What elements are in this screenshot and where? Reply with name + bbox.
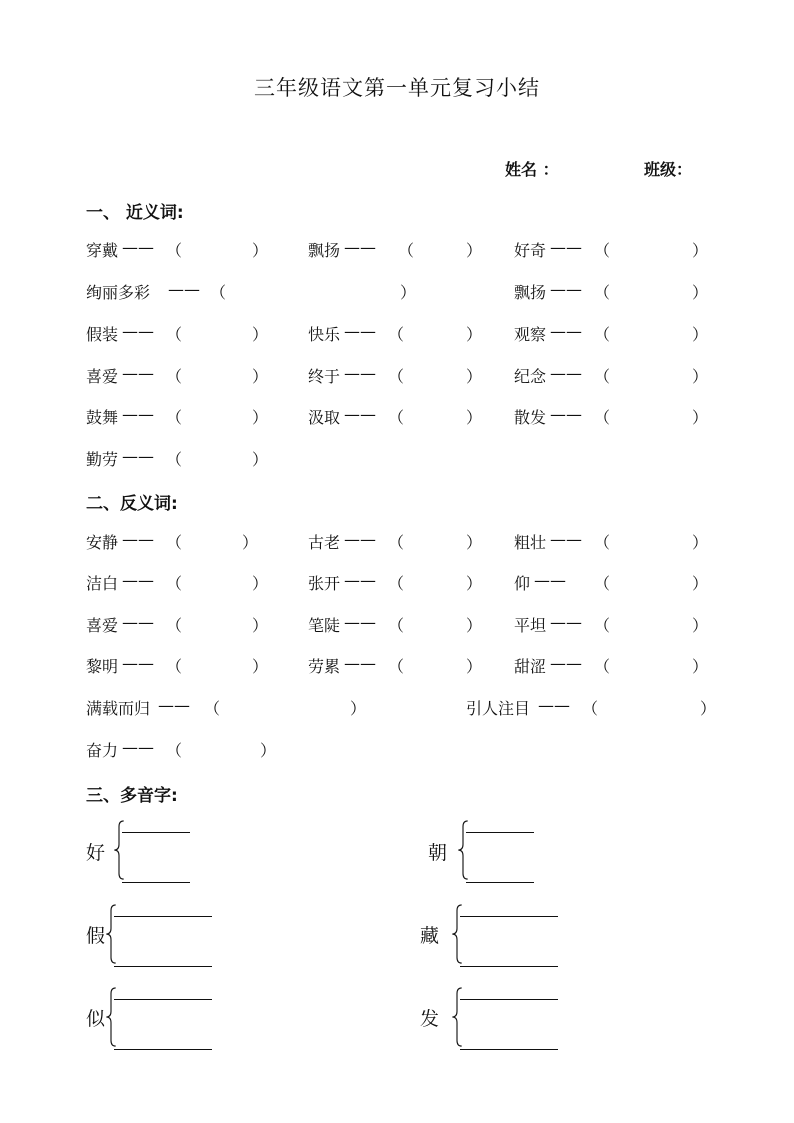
- synonym-open-paren: （: [594, 283, 611, 302]
- synonym-dash: ——: [550, 322, 582, 341]
- curly-brace-icon: [450, 987, 464, 1047]
- polyphone-char: 藏: [420, 925, 440, 947]
- synonym-word: 飘扬: [308, 241, 341, 260]
- pinyin-blank[interactable]: [114, 1049, 212, 1050]
- synonym-dash: ——: [122, 405, 154, 424]
- pinyin-blank[interactable]: [122, 882, 190, 883]
- synonym-close-paren: ）: [252, 450, 269, 469]
- antonym-close-paren: ）: [252, 657, 269, 676]
- antonym-close-paren: ）: [692, 574, 709, 593]
- antonym-word: 引人注目: [466, 699, 531, 718]
- pinyin-blank[interactable]: [460, 966, 558, 967]
- antonym-open-paren: （: [388, 533, 405, 552]
- antonym-dash: ——: [344, 530, 376, 549]
- antonym-dash: ——: [122, 738, 154, 757]
- synonym-dash: ——: [344, 322, 376, 341]
- antonym-open-paren: （: [166, 574, 183, 593]
- synonym-close-paren: ）: [466, 241, 483, 260]
- synonym-dash: ——: [550, 280, 582, 299]
- antonym-close-paren: ）: [252, 616, 269, 635]
- antonym-close-paren: ）: [350, 699, 367, 718]
- pinyin-blank[interactable]: [466, 882, 534, 883]
- antonym-dash: ——: [534, 571, 566, 590]
- synonym-close-paren: ）: [252, 325, 269, 344]
- antonym-open-paren: （: [582, 699, 599, 718]
- synonym-dash: ——: [550, 364, 582, 383]
- synonym-open-paren: （: [166, 325, 183, 344]
- synonym-word: 绚丽多彩: [86, 283, 151, 302]
- antonym-close-paren: ）: [692, 657, 709, 676]
- antonym-open-paren: （: [594, 574, 611, 593]
- synonym-dash: ——: [344, 405, 376, 424]
- synonym-close-paren: ）: [692, 325, 709, 344]
- synonym-dash: ——: [550, 238, 582, 257]
- antonym-dash: ——: [344, 613, 376, 632]
- synonym-dash: ——: [122, 364, 154, 383]
- synonym-close-paren: ）: [692, 241, 709, 260]
- synonym-open-paren: （: [166, 450, 183, 469]
- curly-brace-icon: [112, 820, 126, 880]
- synonym-open-paren: （: [166, 408, 183, 427]
- antonym-close-paren: ）: [692, 616, 709, 635]
- antonym-open-paren: （: [166, 741, 183, 760]
- synonym-word: 喜爱: [86, 367, 119, 386]
- synonym-dash: ——: [122, 238, 154, 257]
- synonym-word: 快乐: [308, 325, 341, 344]
- curly-brace-icon: [104, 987, 118, 1047]
- synonym-open-paren: （: [388, 325, 405, 344]
- antonym-dash: ——: [538, 696, 570, 715]
- antonym-word: 洁白: [86, 574, 119, 593]
- synonym-close-paren: ）: [692, 367, 709, 386]
- synonym-close-paren: ）: [466, 325, 483, 344]
- synonym-close-paren: ）: [692, 408, 709, 427]
- synonym-close-paren: ）: [252, 408, 269, 427]
- antonym-close-paren: ）: [242, 533, 259, 552]
- antonym-dash: ——: [344, 571, 376, 590]
- antonym-word: 张开: [308, 574, 341, 593]
- synonym-word: 鼓舞: [86, 408, 119, 427]
- antonym-dash: ——: [344, 654, 376, 673]
- antonym-word: 劳累: [308, 657, 341, 676]
- polyphone-char: 朝: [428, 842, 448, 864]
- antonym-open-paren: （: [204, 699, 221, 718]
- antonym-word: 奋力: [86, 741, 119, 760]
- synonym-dash: ——: [344, 238, 376, 257]
- synonym-word: 飘扬: [514, 283, 547, 302]
- synonym-close-paren: ）: [400, 283, 417, 302]
- antonym-open-paren: （: [594, 616, 611, 635]
- synonym-dash: ——: [344, 364, 376, 383]
- polyphone-char: 似: [86, 1008, 106, 1030]
- antonym-word: 安静: [86, 533, 119, 552]
- antonym-open-paren: （: [166, 657, 183, 676]
- antonym-word: 黎明: [86, 657, 119, 676]
- antonym-close-paren: ）: [466, 574, 483, 593]
- pinyin-blank[interactable]: [114, 916, 212, 917]
- curly-brace-icon: [456, 820, 470, 880]
- polyphones-heading: 三、多音字:: [86, 786, 178, 806]
- synonym-dash: ——: [122, 447, 154, 466]
- synonym-word: 好奇: [514, 241, 547, 260]
- synonym-dash: ——: [122, 322, 154, 341]
- synonym-open-paren: （: [594, 408, 611, 427]
- synonym-word: 终于: [308, 367, 341, 386]
- synonym-word: 勤劳: [86, 450, 119, 469]
- polyphone-char: 好: [86, 842, 106, 864]
- synonym-open-paren: （: [594, 241, 611, 260]
- antonym-close-paren: ）: [260, 741, 277, 760]
- antonym-open-paren: （: [388, 657, 405, 676]
- antonym-open-paren: （: [388, 574, 405, 593]
- synonym-word: 假装: [86, 325, 119, 344]
- synonym-open-paren: （: [210, 283, 227, 302]
- curly-brace-icon: [104, 904, 118, 964]
- synonym-open-paren: （: [594, 325, 611, 344]
- antonym-word: 笔陡: [308, 616, 341, 635]
- antonym-word: 满载而归: [86, 699, 151, 718]
- synonym-open-paren: （: [166, 367, 183, 386]
- page-title: 三年级语文第一单元复习小结: [254, 76, 540, 100]
- curly-brace-icon: [450, 904, 464, 964]
- antonym-word: 平坦: [514, 616, 547, 635]
- antonym-dash: ——: [122, 571, 154, 590]
- pinyin-blank[interactable]: [460, 1049, 558, 1050]
- antonym-open-paren: （: [594, 533, 611, 552]
- pinyin-blank[interactable]: [460, 999, 558, 1000]
- synonym-open-paren: （: [388, 408, 405, 427]
- synonym-close-paren: ）: [252, 367, 269, 386]
- pinyin-blank[interactable]: [122, 832, 190, 833]
- synonym-word: 纪念: [514, 367, 547, 386]
- synonym-word: 观察: [514, 325, 547, 344]
- antonyms-heading: 二、反义词:: [86, 494, 178, 514]
- synonym-close-paren: ）: [466, 367, 483, 386]
- antonym-dash: ——: [550, 613, 582, 632]
- pinyin-blank[interactable]: [114, 966, 212, 967]
- pinyin-blank[interactable]: [466, 832, 534, 833]
- antonym-open-paren: （: [388, 616, 405, 635]
- synonym-word: 散发: [514, 408, 547, 427]
- synonym-word: 汲取: [308, 408, 341, 427]
- antonym-word: 粗壮: [514, 533, 547, 552]
- polyphone-char: 假: [86, 925, 106, 947]
- antonym-close-paren: ）: [252, 574, 269, 593]
- antonym-dash: ——: [550, 654, 582, 673]
- synonyms-heading: 一、 近义词:: [86, 203, 184, 223]
- synonym-open-paren: （: [398, 241, 415, 260]
- class-label: 班级：: [644, 160, 693, 179]
- antonym-close-paren: ）: [466, 533, 483, 552]
- synonym-close-paren: ）: [252, 241, 269, 260]
- synonym-close-paren: ）: [692, 283, 709, 302]
- antonym-dash: ——: [122, 613, 154, 632]
- antonym-dash: ——: [122, 530, 154, 549]
- antonym-close-paren: ）: [466, 616, 483, 635]
- pinyin-blank[interactable]: [114, 999, 212, 1000]
- antonym-close-paren: ）: [700, 699, 717, 718]
- synonym-dash: ——: [168, 280, 200, 299]
- antonym-word: 古老: [308, 533, 341, 552]
- antonym-close-paren: ）: [692, 533, 709, 552]
- synonym-open-paren: （: [388, 367, 405, 386]
- synonym-close-paren: ）: [466, 408, 483, 427]
- antonym-dash: ——: [550, 530, 582, 549]
- synonym-word: 穿戴: [86, 241, 119, 260]
- student-name-label: 姓名 ：: [505, 160, 559, 179]
- antonym-open-paren: （: [166, 616, 183, 635]
- antonym-word: 甜涩: [514, 657, 547, 676]
- antonym-word: 喜爱: [86, 616, 119, 635]
- antonym-word: 仰: [514, 574, 531, 593]
- synonym-open-paren: （: [166, 241, 183, 260]
- antonym-dash: ——: [158, 696, 190, 715]
- antonym-open-paren: （: [594, 657, 611, 676]
- antonym-open-paren: （: [166, 533, 183, 552]
- antonym-dash: ——: [122, 654, 154, 673]
- antonym-close-paren: ）: [466, 657, 483, 676]
- synonym-dash: ——: [550, 405, 582, 424]
- synonym-open-paren: （: [594, 367, 611, 386]
- polyphone-char: 发: [420, 1008, 440, 1030]
- pinyin-blank[interactable]: [460, 916, 558, 917]
